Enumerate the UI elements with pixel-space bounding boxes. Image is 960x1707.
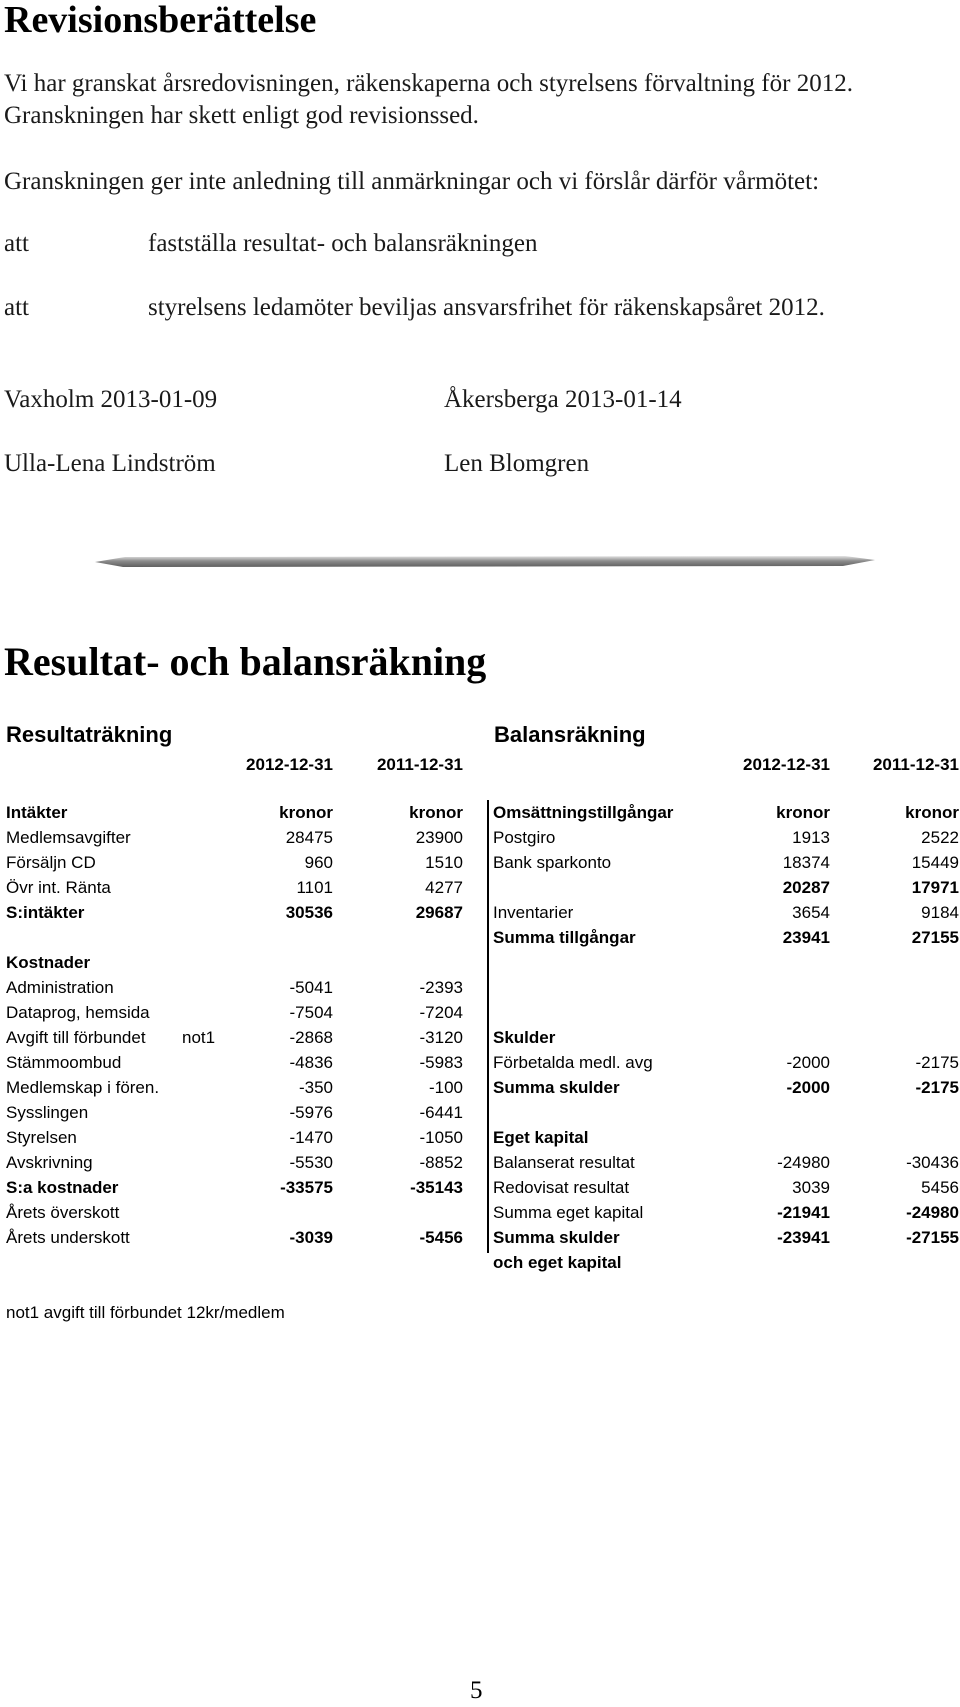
balance-row-value-2012: 23941: [782, 928, 830, 947]
income-row-value-2011: -8852: [419, 1153, 463, 1172]
balance-row-value-2012: -24980: [777, 1153, 830, 1172]
balance-row-label: Summa tillgångar: [493, 928, 636, 947]
income-row-value-2011: -100: [428, 1078, 463, 1097]
balance-row-label: Balanserat resultat: [493, 1153, 635, 1172]
income-row-label: Försäljn CD: [6, 853, 96, 872]
balance-row-value-2012: -2000: [786, 1078, 830, 1097]
balance-row-value-2011: 5456: [921, 1178, 959, 1197]
income-row-value-2012: -2868: [289, 1028, 333, 1047]
income-row-value-2011: kronor: [409, 803, 463, 822]
income-row-label: Medlemskap i fören.: [6, 1078, 160, 1097]
page-title: Revisionsberättelse: [4, 0, 317, 41]
balance-row-value-2012: 1913: [792, 828, 830, 847]
table-divider-line: [487, 800, 489, 1253]
balance-row-value-2011: -27155: [906, 1228, 959, 1247]
paragraph: Granskningen ger inte anledning till anmärkningar och vi förslår därför vårmötet:: [4, 168, 820, 195]
footnote: not1 avgift till förbundet 12kr/medlem: [6, 1303, 285, 1322]
balance-row-value-2012: 3654: [792, 903, 830, 922]
balance-row-value-2011: 2522: [921, 828, 959, 847]
balance-heading: Balansräkning: [494, 722, 646, 747]
signature-place-right: Åkersberga 2013-01-14: [444, 386, 682, 413]
balance-row-value-2011: kronor: [905, 803, 959, 822]
income-row-value-2012: -5041: [289, 978, 333, 997]
balance-row-label: Förbetalda medl. avg: [493, 1053, 653, 1072]
income-row-value-2012: -3039: [289, 1228, 333, 1247]
income-row-value-2011: -2393: [419, 978, 463, 997]
decorative-divider: [95, 554, 875, 568]
balance-row-value-2012: -21941: [777, 1203, 830, 1222]
balance-row-value-2011: -2175: [915, 1053, 959, 1072]
section-title: Resultat- och balansräkning: [4, 639, 487, 684]
income-row-label: Sysslingen: [6, 1103, 89, 1122]
balance-row-value-2012: kronor: [776, 803, 830, 822]
list-item: fastställa resultat- och balansräkningen: [148, 230, 538, 257]
income-row-value-2012: -5530: [289, 1153, 333, 1172]
income-row-label: Medlemsavgifter: [6, 828, 131, 847]
income-row-label: Stämmoombud: [6, 1053, 122, 1072]
balance-row-label: Summa skulder: [493, 1078, 620, 1097]
income-row-value-2012: 960: [304, 853, 333, 872]
income-row-value-2011: -7204: [419, 1003, 463, 1022]
list-item: styrelsens ledamöter beviljas ansvarsfrihet för räkenskapsåret 2012.: [148, 294, 825, 321]
income-row-value-2012: 28475: [285, 828, 333, 847]
balance-row-label: Redovisat resultat: [493, 1178, 630, 1197]
income-row-value-2011: 1510: [425, 853, 463, 872]
income-row-value-2012: -5976: [289, 1103, 333, 1122]
paragraph-line: Granskningen har skett enligt god revisionssed.: [4, 102, 479, 129]
income-row-value-2011: -6441: [419, 1103, 463, 1122]
income-row-label: Årets överskott: [6, 1203, 120, 1222]
column-header-2012: 2012-12-31: [246, 755, 333, 774]
income-row-label: S:intäkter: [6, 903, 85, 922]
balance-row-value-2012: 20287: [782, 878, 830, 897]
income-row-label: Övr int. Ränta: [6, 878, 111, 897]
income-row-value-2012: 30536: [285, 903, 333, 922]
balance-row-label: Summa eget kapital: [493, 1203, 644, 1222]
income-row-label: Styrelsen: [6, 1128, 77, 1147]
income-row-label: Administration: [6, 978, 114, 997]
balance-row-value-2011: -30436: [906, 1153, 959, 1172]
income-row-label: Årets underskott: [6, 1228, 130, 1247]
page-number: 5: [470, 1677, 483, 1704]
income-row-value-2011: -5983: [419, 1053, 463, 1072]
signature-name-right: Len Blomgren: [444, 450, 590, 477]
income-row-value-2012: -33575: [280, 1178, 333, 1197]
income-row-value-2012: -4836: [289, 1053, 333, 1072]
income-row-value-2012: -350: [298, 1078, 333, 1097]
balance-row-label: och eget kapital: [493, 1253, 622, 1272]
column-header-2012: 2012-12-31: [743, 755, 830, 774]
signature-place-left: Vaxholm 2013-01-09: [4, 386, 218, 413]
income-row-label: Intäkter: [6, 803, 68, 822]
balance-row-value-2011: -24980: [906, 1203, 959, 1222]
list-marker: att: [4, 294, 29, 321]
income-row-value-2011: -35143: [410, 1178, 463, 1197]
balance-row-value-2011: 9184: [921, 903, 959, 922]
column-header-2011: 2011-12-31: [872, 755, 959, 774]
income-row-value-2011: -3120: [419, 1028, 463, 1047]
signature-name-left: Ulla-Lena Lindström: [4, 450, 216, 477]
balance-row-label: Inventarier: [493, 903, 574, 922]
income-row-label: S:a kostnader: [6, 1178, 119, 1197]
balance-row-value-2012: -23941: [777, 1228, 830, 1247]
balance-row-value-2011: -2175: [915, 1078, 959, 1097]
balance-row-label: Postgiro: [493, 828, 556, 847]
income-row-label: Avskrivning: [6, 1153, 93, 1172]
balance-row-value-2011: 15449: [911, 853, 959, 872]
balance-row-value-2011: 17971: [911, 878, 959, 897]
income-row-label: Kostnader: [6, 953, 91, 972]
income-row-value-2012: -7504: [289, 1003, 333, 1022]
balance-row-label: Summa skulder: [493, 1228, 620, 1247]
column-header-2011: 2011-12-31: [376, 755, 463, 774]
balance-row-label: Bank sparkonto: [493, 853, 612, 872]
income-row-value-2012: kronor: [279, 803, 333, 822]
paragraph-line: Vi har granskat årsredovisningen, räkenskaperna och styrelsens förvaltning för 2012.: [4, 70, 853, 97]
income-row-value-2012: 1101: [296, 878, 333, 897]
income-row-label: Dataprog, hemsida: [6, 1003, 150, 1022]
income-row-note: not1: [182, 1028, 216, 1047]
balance-row-label: Eget kapital: [493, 1128, 589, 1147]
income-row-value-2011: 4277: [425, 878, 463, 897]
income-row-value-2012: -1470: [289, 1128, 333, 1147]
balance-row-value-2012: 3039: [792, 1178, 830, 1197]
income-row-value-2011: 29687: [415, 903, 463, 922]
balance-row-value-2012: -2000: [786, 1053, 830, 1072]
balance-row-value-2011: 27155: [911, 928, 959, 947]
income-row-value-2011: 23900: [415, 828, 463, 847]
income-row-value-2011: -1050: [419, 1128, 463, 1147]
list-marker: att: [4, 230, 29, 257]
income-row-label: Avgift till förbundet: [6, 1028, 146, 1047]
balance-row-label: Omsättningstillgångar: [493, 803, 674, 822]
income-row-value-2011: -5456: [419, 1228, 463, 1247]
balance-row-value-2012: 18374: [782, 853, 830, 872]
balance-row-label: Skulder: [493, 1028, 556, 1047]
income-heading: Resultaträkning: [6, 722, 173, 747]
